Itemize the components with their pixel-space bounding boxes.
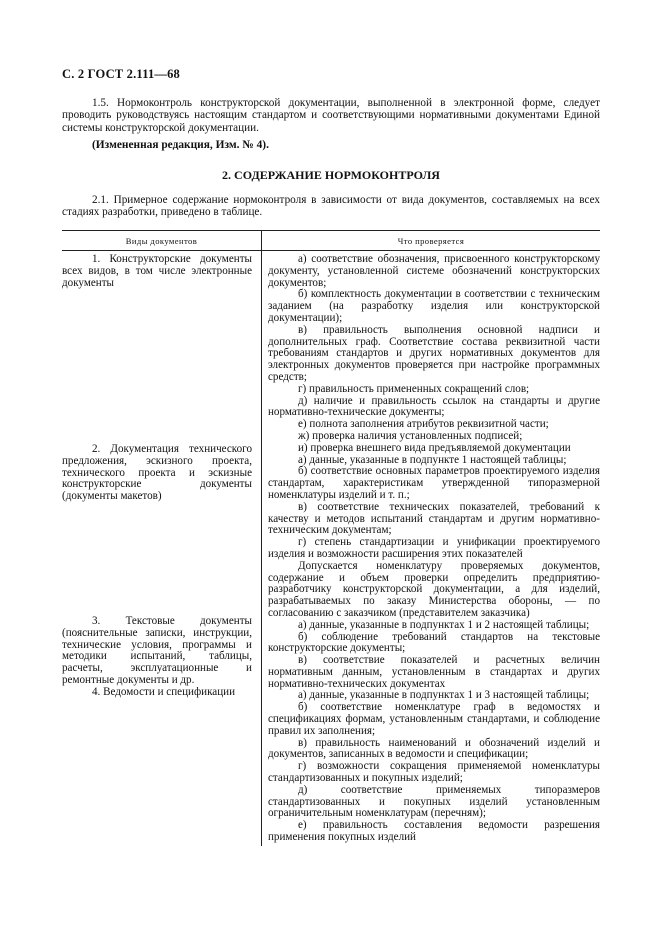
check-item: в) соответствие технических показателей, требований к качеству и методов испытаний стандартам и другим нормативно-техническим документам; [268,500,600,537]
check-item: е) полнота заполнения атрибутов реквизитной части; [298,418,549,431]
check-item: г) возможности сокращения применяемой номенклатуры стандартизованных и покупных изделий; [268,760,600,785]
doc-type-cell: 3. Текстовые документы (пояснительные записки, инструкции, технические условия, программы и методики испытаний, таблицы, расчеты, эксплуатационные и ремонтные документы и др. [62,615,252,686]
check-item: г) правильность примененных сокращений слов; [298,382,530,395]
check-item: д) соответствие применяемых типоразмеров стандартизованных и покупных изделий установленным ограничительным номенклатурам (перечням); [268,783,600,820]
check-item: в) правильность наименований и обозначений изделий и документов, записанных в ведомости и спецификации; [268,736,600,761]
column-header-document-types: Виды документов [125,236,198,246]
check-item: ж) проверка наличия установленных подписей; [298,429,523,442]
check-item: а) данные, указанные в подпунктах 1 и 2 настоящей таблицы; [298,618,590,631]
norm-control-table [62,230,600,846]
check-item: б) соответствие номенклатуре граф в ведомостях и спецификациях формам, установленным стандартами, и соблюдение правил их заполнения; [268,701,600,737]
check-item: а) соответствие обозначения, присвоенного конструкторскому документу, установленной системе обозначений конструкторских документов; [268,253,600,289]
check-item: в) правильность выполнения основной надписи и дополнительных граф. Соответствие состава реквизитной части требованиям стандартов и других нормативных документов для электронных документов проверяется при настройке программных средств; [268,323,600,383]
paragraph-2-1: 2.1. Примерное содержание нормоконтроля в зависимости от вида документов, составляемых на всех стадиях разработки, приведено в таблице. [62,194,600,219]
right-column [268,254,600,844]
page-header: С. 2 ГОСТ 2.111—68 [62,67,181,81]
check-item-note: Допускается номенклатуру проверяемых документов, содержание и объем проверки определить предприятию-разработчику конструкторской документации, а для изделий, разрабатываемых по заказу Министерства обороны, — по согласованию с заказчиком (представителем заказчика) [268,559,600,619]
doc-type-cell: 1. Конструкторские документы всех видов, в том числе электронные документы [62,253,252,289]
check-item: д) наличие и правильность ссылок на стандарты и другие нормативно-технические документы; [268,394,600,419]
check-item: б) соблюдение требований стандартов на текстовые конструкторские документы; [268,630,600,655]
check-item: б) соответствие основных параметров проектируемого изделия стандартам, характеристикам утвержденной типоразмерной номенклатуры изделий и т. п.; [268,465,600,501]
check-item: б) комплектность документации в соответствии с техническим заданием (на разработку изделия или конструкторской документации); [268,288,600,324]
section-title: 2. СОДЕРЖАНИЕ НОРМОКОНТРОЛЯ [222,168,440,182]
amendment-note: (Измененная редакция, Изм. № 4). [92,139,269,151]
doc-type-cell: 4. Ведомости и спецификации [92,686,236,698]
table-column-divider [261,230,262,846]
doc-type-cell: 2. Документация технического предложения, эскизного проекта, технического проекта и эскизные конструкторские документы (документы макетов) [62,443,252,503]
check-item: и) проверка внешнего вида предъявляемой документации [298,441,571,454]
table-header-rule [62,250,600,251]
check-item: а) данные, указанные в подпункте 1 настоящей таблицы; [298,453,567,466]
check-item: а) данные, указанные в подпунктах 1 и 3 настоящей таблицы; [298,689,590,702]
paragraph-1-5: 1.5. Нормоконтроль конструкторской документации, выполненной в электронной форме, следует проводить руководствуясь настоящим стандартом и соответствующими нормативными документами Единой системы конструкторской документации. [62,97,600,134]
check-item: в) соответствие показателей и расчетных величин нормативным данным, установленным в стандартах и других нормативно-технических документах [268,654,600,690]
check-item: г) степень стандартизации и унификации проектируемого изделия и возможности расширения этих показателей [268,536,600,560]
check-item: е) правильность составления ведомости разрешения применения покупных изделий [268,819,600,844]
column-header-what-is-checked: Что проверяется [397,236,465,246]
table-top-rule [62,230,600,231]
